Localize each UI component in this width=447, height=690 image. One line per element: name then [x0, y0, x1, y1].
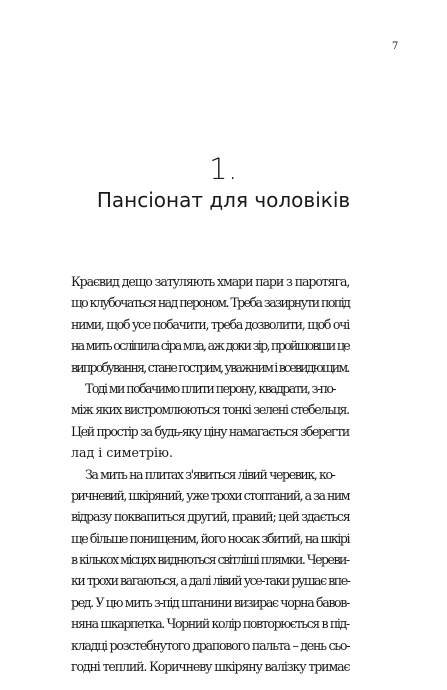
text-line: ред. У цю мить з-під штанини визирає чорна бавов-	[71, 594, 349, 610]
text-line: Краєвид дещо затуляють хмари пари з паротяга,	[71, 274, 350, 289]
text-line: ще більше понищеним, його носак збитий, на шкірі	[71, 530, 350, 546]
text-line: що клубочаться над пероном. Треба зазирнути попід	[71, 295, 350, 311]
text-line: відразу поквапиться другий, правий; цей здається	[71, 509, 350, 525]
text-line: няна шкарпетка. Чорний колір повторюється в під-	[71, 616, 349, 632]
text-line: ричневий, шкіряний, уже трохи стоптаний, а за ним	[71, 487, 350, 503]
chapter-number: 1.	[209, 152, 238, 186]
text-line: кладці розстебнутого драпового пальта – день сьо-	[71, 637, 350, 653]
page-number: 7	[392, 41, 399, 52]
text-line: За мить на плитах з'явиться лівий черевик, ко-	[85, 466, 335, 482]
text-line: випробування, стане гострим, уважним і всевидющим.	[71, 359, 349, 375]
text-line: в кількох місцях виднються світліші плямки. Череви-	[71, 552, 349, 568]
text-line: лад і симетрію.	[71, 445, 174, 461]
text-line: ними, щоб усе побачити, треба дозволити, щоб очі	[71, 316, 349, 332]
body-text	[71, 271, 349, 677]
text-line: Тоді ми побачимо плити перону, квадрати, з-по-	[85, 380, 336, 396]
text-line: Цей простір за будь-яку ціну намагається зберегти	[71, 423, 349, 439]
text-line: ки трохи вагаються, а далі лівий усе-таки рушає впе-	[71, 573, 350, 589]
chapter-title: Пансіонат для чоловіків	[96, 188, 351, 212]
text-line: на мить осліпила сіра мла, аж доки зір, пройшовши це	[71, 338, 349, 354]
text-line: годні теплий. Коричневу шкіряну валізку тримає	[71, 659, 350, 675]
text-line: між яких вистромлюються тонкі зелені стебельця.	[71, 402, 349, 418]
